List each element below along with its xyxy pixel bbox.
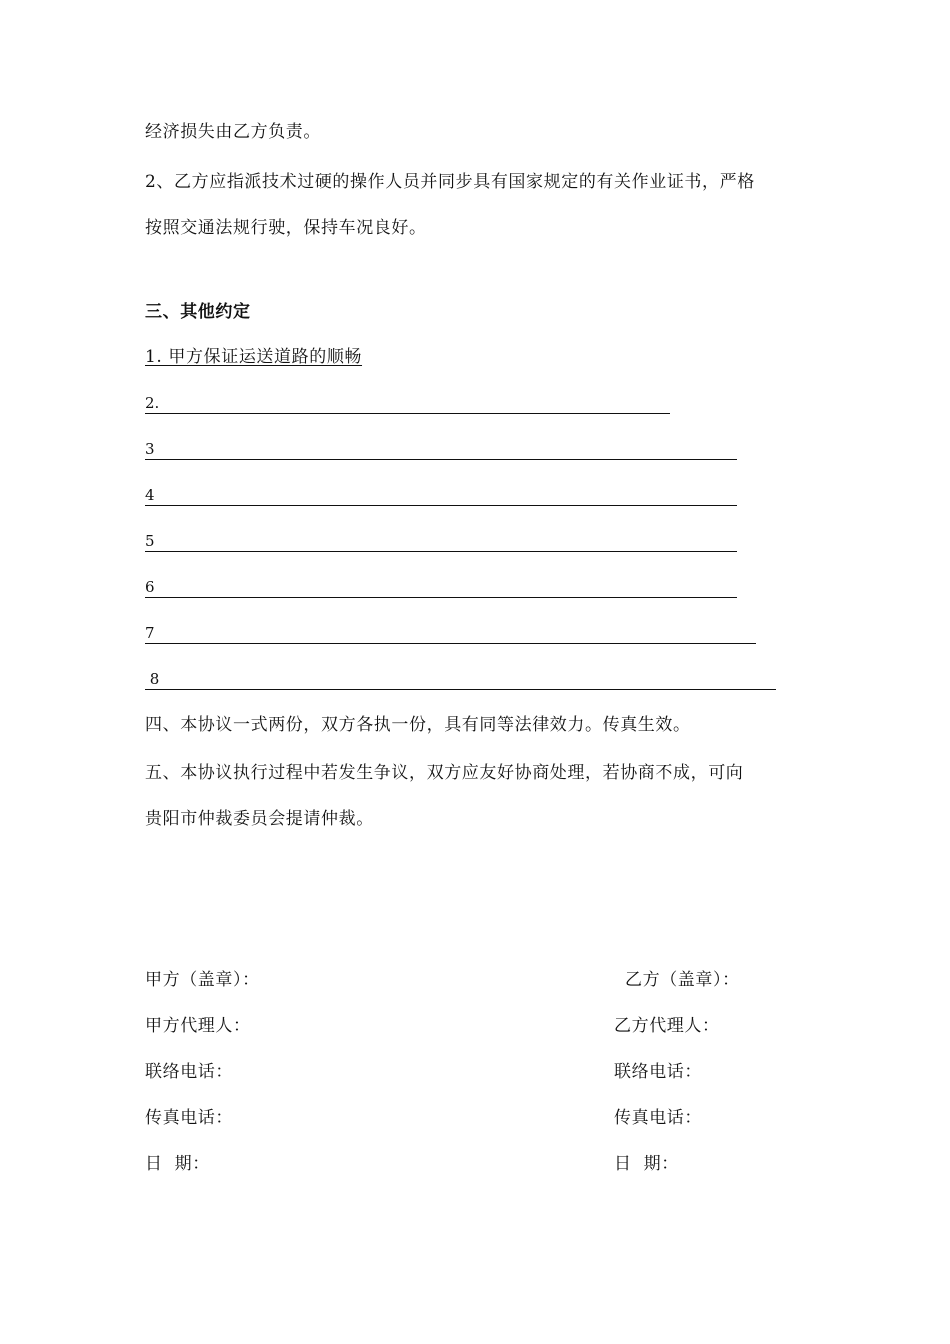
body-line-1: 经济损失由乙方负责。 — [145, 122, 321, 142]
blank-item-4: 4 — [145, 484, 737, 506]
clause-5-line-2: 贵阳市仲裁委员会提请仲裁。 — [145, 809, 374, 829]
blank-item-3: 3 — [145, 438, 737, 460]
party-a-fax-label: 传真电话： — [145, 1108, 233, 1128]
party-a-seal-label: 甲方（盖章）： — [145, 970, 260, 990]
party-b-phone-label: 联络电话： — [614, 1062, 702, 1082]
section-3-heading: 三、其他约定 — [145, 302, 251, 322]
blank-item-7: 7 — [145, 622, 756, 644]
agreement-item-1: 1. 甲方保证运送道路的顺畅 — [145, 347, 363, 367]
party-a-agent-label: 甲方代理人： — [145, 1016, 251, 1036]
clause-4: 四、本协议一式两份，双方各执一份，具有同等法律效力。传真生效。 — [145, 715, 691, 735]
party-a-phone-label: 联络电话： — [145, 1062, 233, 1082]
blank-item-8: 8 — [145, 668, 776, 690]
party-b-date-label: 日 期： — [614, 1154, 679, 1174]
blank-item-6: 6 — [145, 576, 737, 598]
party-b-fax-label: 传真电话： — [614, 1108, 702, 1128]
party-b-agent-label: 乙方代理人： — [614, 1016, 720, 1036]
body-line-3: 按照交通法规行驶，保持车况良好。 — [145, 218, 427, 238]
party-a-date-label: 日 期： — [145, 1154, 210, 1174]
body-line-2: 2、乙方应指派技术过硬的操作人员并同步具有国家规定的有关作业证书，严格 — [145, 172, 755, 192]
blank-item-5: 5 — [145, 530, 737, 552]
blank-item-2: 2. — [145, 392, 670, 414]
clause-5-line-1: 五、本协议执行过程中若发生争议，双方应友好协商处理，若协商不成，可向 — [145, 763, 744, 783]
party-b-seal-label: 乙方（盖章）： — [625, 970, 740, 990]
